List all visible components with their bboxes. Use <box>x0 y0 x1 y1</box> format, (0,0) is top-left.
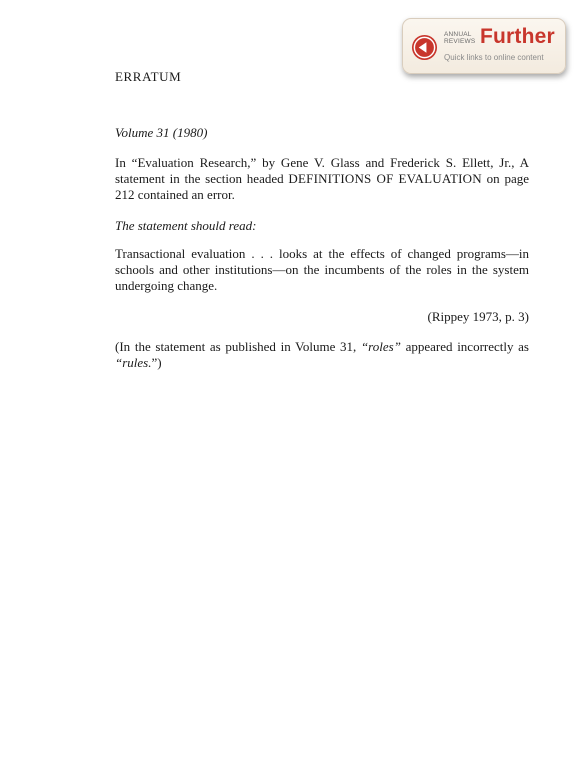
note-text-1: (In the statement as published in Volume 31, <box>115 339 361 354</box>
volume-line: Volume 31 (1980) <box>115 125 208 140</box>
badge-title: Further <box>480 25 555 48</box>
correction-note <box>115 339 529 371</box>
section-name: DEFINITIONS OF EVALUATION <box>288 171 482 186</box>
left-arrow-circle-icon <box>411 34 438 61</box>
badge-publisher-line2: REVIEWS <box>444 38 476 45</box>
note-text-3: ”) <box>151 355 162 370</box>
note-word-rules: “rules. <box>115 355 152 370</box>
corrected-quote: Transactional evaluation . . . looks at the effects of changed programs—in schools and other institutions—on the incumbents of the roles in the system undergoing change. <box>115 246 529 293</box>
annual-reviews-further-badge[interactable] <box>402 18 566 74</box>
intro-text-2: on page 212 contained an error. <box>115 171 529 202</box>
note-word-roles: “roles” <box>360 339 401 354</box>
badge-tagline[interactable]: Quick links to online content <box>444 53 544 62</box>
intro-paragraph <box>115 155 529 203</box>
correction-subheading: The statement should read: <box>115 218 257 233</box>
intro-text-1: In “Evaluation Research,” by Gene V. Glass and Frederick S. Ellett, Jr., A statement in the section headed <box>115 155 529 186</box>
erratum-heading: ERRATUM <box>115 69 182 84</box>
badge-publisher-line1: ANNUAL <box>444 31 472 38</box>
note-text-2: appeared incorrectly as <box>400 339 529 354</box>
badge-publisher-name <box>444 31 475 45</box>
quote-citation: (Rippey 1973, p. 3) <box>427 309 529 324</box>
